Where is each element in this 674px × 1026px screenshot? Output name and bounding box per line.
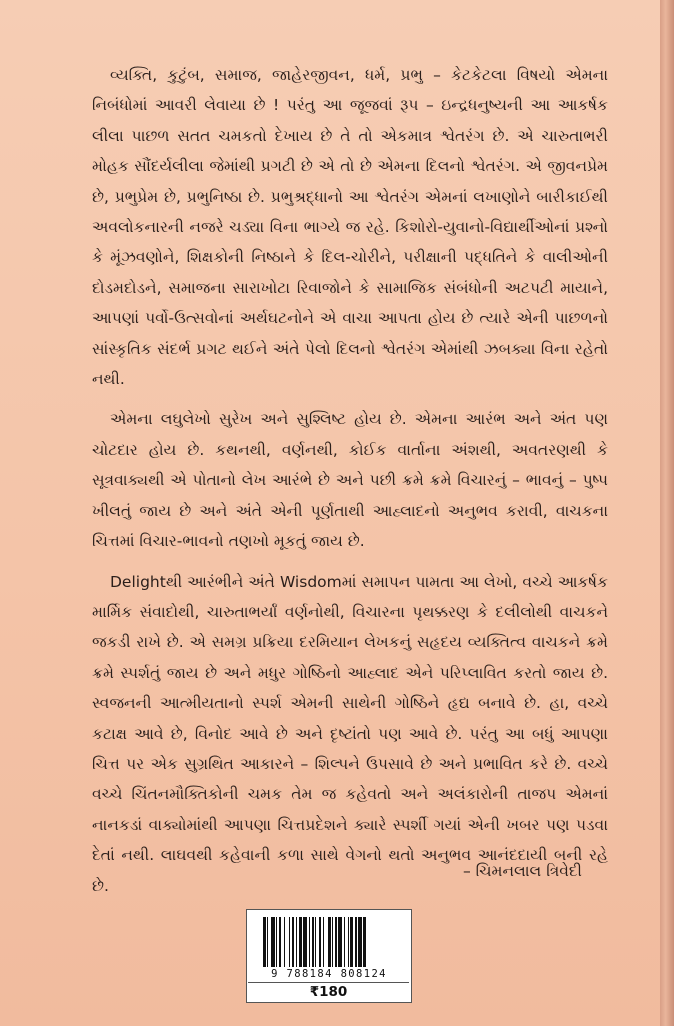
barcode-bar — [296, 917, 297, 967]
price: ₹180 — [248, 982, 409, 1002]
blurb-paragraph-3: Delightથી આરંભીને અંતે Wisdomમાં સમાપન પામતા આ લેખો, વચ્ચે આકર્ષક માર્મિક સંવાદોથી, ચારુતાભર્યાં વર્ણનોથી, વિચારના પૃથક્કરણ કે દલીલોથી વાચકને જકડી રાખે છે. એ સમગ્ર પ્રક્રિયા દરમિયાન લેખકનું સહૃદય વ્યક્તિત્વ વાચકને ક્રમે ક્રમે સ્પર્શતું જાય છે અને મધુર ગોષ્ઠિનો આહ્લાદ એને પરિપ્લાવિત કરતો જાય છે. સ્વજનની આત્મીયતાનો સ્પર્શ એમની સાથેની ગોષ્ઠિને હૃદ્ય બનાવે છે. હા, વચ્ચે કટાક્ષ આવે છે, વિનોદ આવે છે અને દૃષ્ટાંતો પણ આવે છે. પરંતુ આ બધું આપણા ચિત્ત પર એક સુગ્રથિત આકારને – શિલ્પને ઉપસાવે છે અને પ્રભાવિત કરે છે. વચ્ચે વચ્ચે ચિંતનમૌક્તિકોની ચમક તેમ જ કહેવતો અને અલંકારોની તાજપ એમનાં નાનકડાં વાક્યોમાંથી આપણા ચિત્તપ્રદેશને ક્યારે સ્પર્શી ગયાં એની ખબર પણ પડવા દેતાં નથી. લાઘવથી કહેવાની કળા સાથે વેગનો થતો અનુભવ આનંદદાયી બની રહે છે. — [92, 572, 608, 895]
barcode-bar — [309, 917, 310, 967]
barcode-bar — [332, 917, 333, 967]
barcode-bar — [355, 917, 356, 967]
barcode-bar — [319, 917, 322, 967]
blurb-paragraph-1: વ્યક્તિ, કુટુંબ, સમાજ, જાહેરજીવન, ધર્મ, પ્રભુ – કેટકેટલા વિષયો એમના નિબંધોમાં આવરી લેવાયા છે ! પરંતુ આ જૂજવાં રૂપ – ઇન્દ્રધનુષ્યની આ આકર્ષક લીલા પાછળ સતત ચમકતો દેખાય છે તે તો એકમાત્ર શ્વેતરંગ છે. એ ચારુતાભરી મોહક સૌંદર્યલીલા જેમાંથી પ્રગટી છે એ તો છે એમના દિલનો શ્વેતરંગ. એ જીવનપ્રેમ છે, પ્રભુપ્રેમ છે, પ્રભુનિષ્ઠા છે. પ્રભુશ્રદ્ધાનો આ શ્વેતરંગ એમનાં લખાણોને બારીકાઈથી અવલોકનારની નજરે ચડ્યા વિના ભાગ્યે જ રહે. કિશોરો-યુવાનો-વિદ્યાર્થીઓનાં પ્રશ્નો કે મૂંઝવણોને, શિક્ષકોની નિષ્ઠાને કે દિલ-ચોરીને, પરીક્ષાની પદ્ધતિને કે વાલીઓની દોડમદોડને, સમાજના સારાખોટા રિવાજોને કે સામાજિક સંબંધોની અટપટી માયાને, આપણાં પર્વો-ઉત્સવોનાં અર્થઘટનોને એ વાચા આપતા હોય છે ત્યારે એની પાછળનો સાંસ્કૃતિક સંદર્ભ પ્રગટ થઈને અંતે પેલો દિલનો શ્વેતરંગ એમાંથી ઝબક્યા વિના રહેતો નથી. — [92, 66, 608, 389]
barcode-bar — [263, 917, 266, 967]
barcode-bar — [335, 917, 338, 967]
blurb-text — [92, 60, 608, 911]
barcode-bar — [338, 917, 342, 967]
barcode-bar — [299, 917, 302, 967]
barcode-bar — [279, 917, 282, 967]
barcode-bar — [350, 917, 353, 967]
barcode-bars — [263, 917, 395, 967]
barcode-bar — [289, 917, 290, 967]
barcode-bar — [363, 917, 366, 967]
barcode-bar — [344, 917, 345, 967]
barcode-bar — [312, 917, 313, 967]
barcode-bar — [358, 917, 362, 967]
barcode-label — [246, 909, 412, 1003]
barcode-bar — [323, 917, 324, 967]
barcode-bar — [276, 917, 277, 967]
barcode-bar — [271, 917, 275, 967]
barcode-bar — [267, 917, 268, 967]
barcode-bar — [284, 917, 285, 967]
barcode-bar — [348, 917, 349, 967]
barcode-bar — [303, 917, 307, 967]
isbn-number: 9 788184 808124 — [271, 968, 387, 980]
blurb-paragraph-2: એમના લઘુલેખો સુરેખ અને સુશ્લિષ્ટ હોય છે. એમના આરંભ અને અંત પણ ચોટદાર હોય છે. કથનથી, વર્ણનથી, કોઈક વાર્તાના અંશથી, અવતરણથી કે સૂત્રવાક્યથી એ પોતાનો લેખ આરંભે છે અને પછી ક્રમે ક્રમે વિચારનું – ભાવનું – પુષ્પ ખીલતું જાય છે અને અંતે એની પૂર્ણતાથી આહ્લાદનો અનુભવ કરાવી, વાચકના ચિત્તમાં વિચાર-ભાવનો તણખો મૂકતું જાય છે. — [92, 410, 608, 551]
book-spine-edge — [660, 0, 674, 1026]
barcode-bar — [328, 917, 331, 967]
author-signature: – ચિમનલાલ ત્રિવેદી — [462, 862, 582, 880]
barcode-bar — [315, 917, 316, 967]
barcode-bar — [292, 917, 295, 967]
